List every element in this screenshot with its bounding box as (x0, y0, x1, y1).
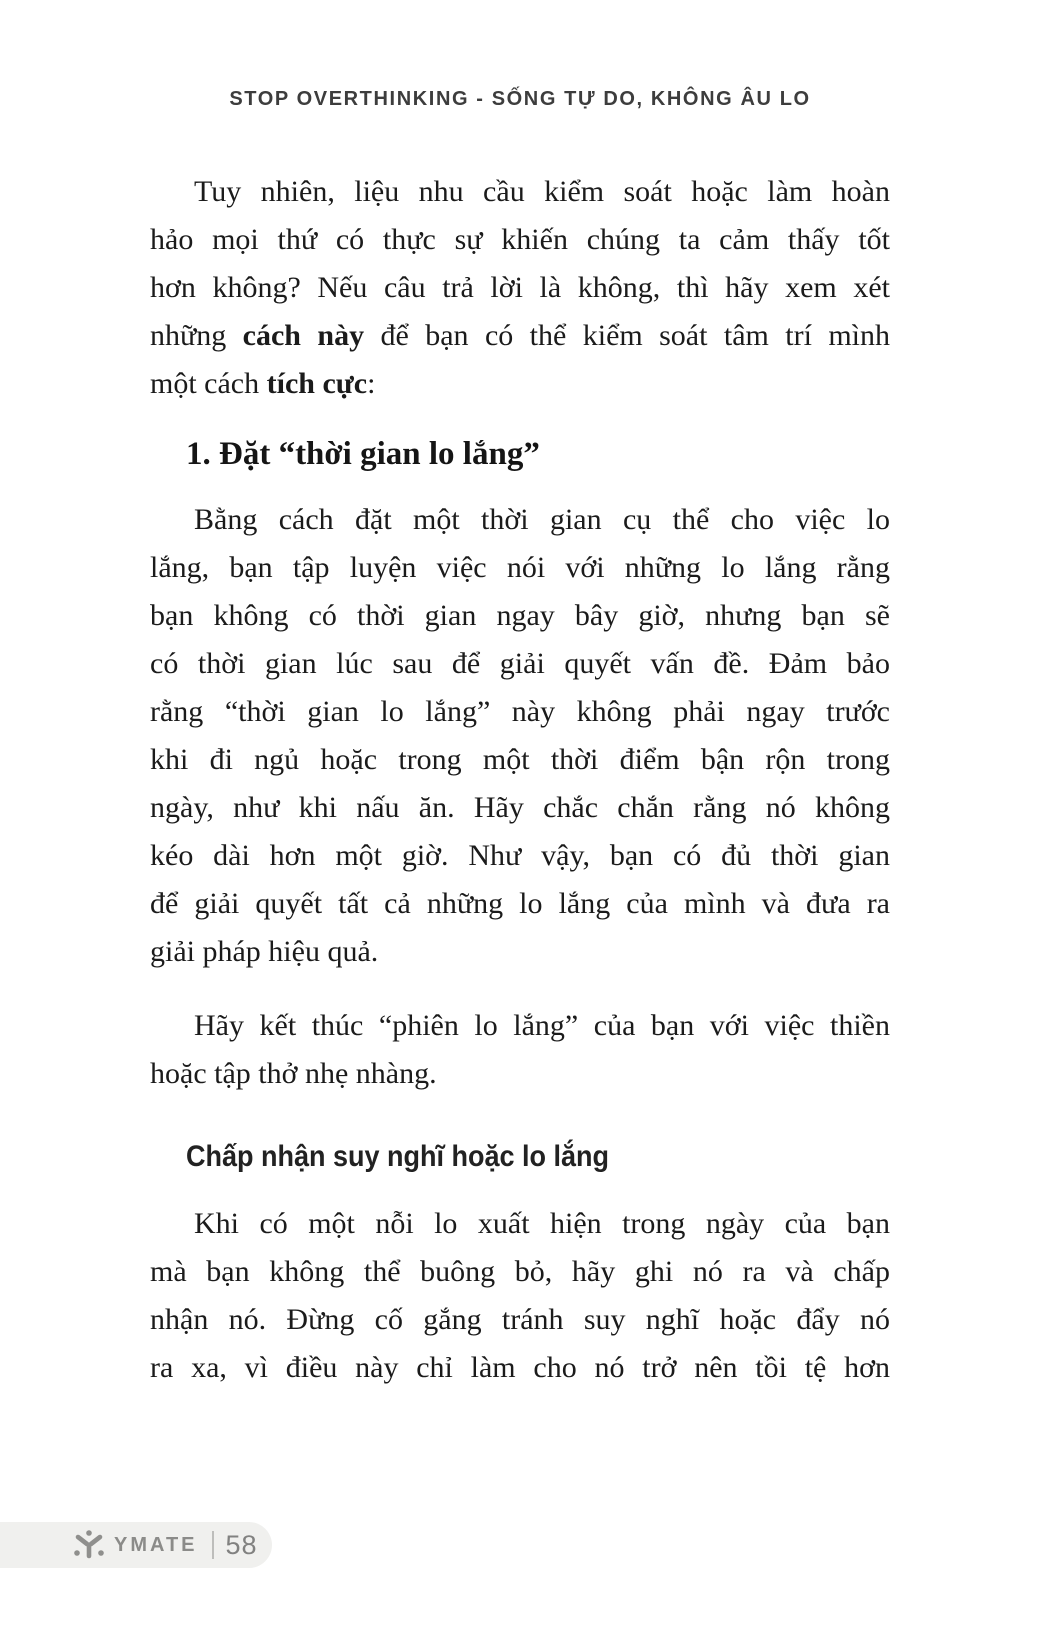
text-segment: để bạn có thể kiểm soát tâm trí mình (364, 319, 890, 352)
text-line: có thời gian lúc sau để giải quyết vấn đề. Đảm bảo (150, 647, 890, 680)
text-line: mà bạn không thể buông bỏ, hãy ghi nó ra và chấp (150, 1255, 890, 1288)
text-line: hảo mọi thứ có thực sự khiến chúng ta cảm thấy tốt (150, 223, 890, 256)
ymate-figure-icon (72, 1529, 106, 1561)
page-number: 58 (225, 1529, 258, 1560)
text-segment: những (150, 319, 243, 352)
bold-text-segment: tích cực (266, 367, 368, 400)
text-line: rằng “thời gian lo lắng” này không phải ngay trước (150, 695, 890, 728)
text-line: để giải quyết tất cả những lo lắng của mình và đưa ra (150, 887, 890, 920)
text-line: Hãy kết thúc “phiên lo lắng” của bạn với việc thiền (194, 1009, 890, 1042)
text-segment: một cách (150, 367, 267, 400)
text-line: Bằng cách đặt một thời gian cụ thể cho việc lo (194, 503, 890, 536)
section-heading-accept-thoughts: Chấp nhận suy nghĩ hoặc lo lắng (186, 1140, 610, 1173)
text-line: khi đi ngủ hoặc trong một thời điểm bận rộn trong (150, 743, 890, 776)
text-line: hơn không? Nếu câu trả lời là không, thì hãy xem xét (150, 271, 890, 304)
running-header: STOP OVERTHINKING - SỐNG TỰ DO, KHÔNG ÂU LO (229, 88, 811, 110)
text-line: Khi có một nỗi lo xuất hiện trong ngày của bạn (194, 1207, 890, 1240)
text-line: giải pháp hiệu quả. (150, 935, 379, 968)
paragraph-intro (150, 168, 890, 408)
page-body (150, 168, 890, 1392)
bold-text-segment: cách này (242, 319, 365, 352)
text-line: ra xa, vì điều này chỉ làm cho nó trở nên tồi tệ hơn (150, 1351, 890, 1384)
paragraph-end-session (150, 1002, 890, 1098)
text-line: lắng, bạn tập luyện việc nói với những lo lắng rằng (150, 551, 890, 584)
text-line: bạn không có thời gian ngay bây giờ, nhưng bạn sẽ (150, 599, 890, 632)
footer-divider (212, 1531, 214, 1559)
text-line: kéo dài hơn một giờ. Như vậy, bạn có đủ thời gian (150, 839, 890, 872)
text-line (150, 360, 890, 408)
text-line: ngày, như khi nấu ăn. Hãy chắc chắn rằng nó không (150, 791, 890, 824)
text-segment: : (367, 367, 376, 400)
paragraph-worry-time (150, 496, 890, 976)
text-line: hoặc tập thở nhẹ nhàng. (150, 1057, 437, 1090)
text-line: Tuy nhiên, liệu nhu cầu kiểm soát hoặc làm hoàn (194, 175, 890, 208)
footer-brand: YMATE (114, 1533, 198, 1556)
paragraph-accept (150, 1200, 890, 1392)
footer (0, 1522, 272, 1568)
section-heading-worry-time: 1. Đặt “thời gian lo lắng” (186, 436, 540, 472)
text-line (150, 312, 890, 360)
text-line: nhận nó. Đừng cố gắng tránh suy nghĩ hoặc đẩy nó (150, 1303, 890, 1336)
